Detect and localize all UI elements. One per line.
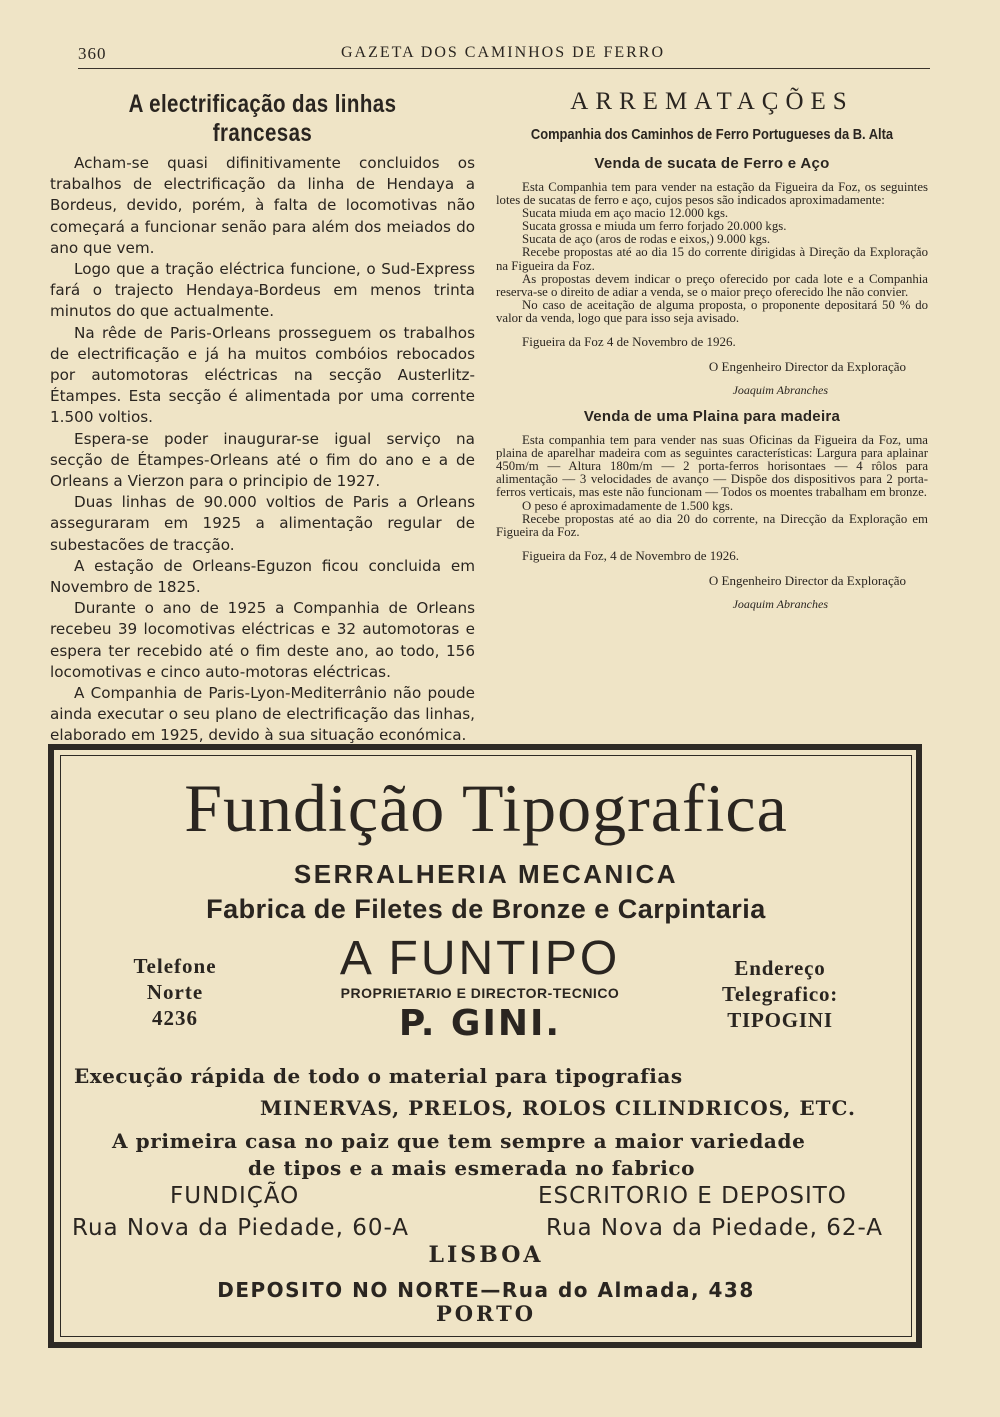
advert-north-depot: DEPOSITO NO NORTE—Rua do Almada, 438 bbox=[217, 1278, 755, 1302]
advert-claim-1: A primeira casa no paiz que tem sempre a maior variedade bbox=[112, 1129, 806, 1153]
notice-title: Venda de sucata de Ferro e Aço bbox=[594, 155, 830, 172]
article-paragraph: Logo que a tração eléctrica funcione, o Sud-Express fará o trajecto Hendaya-Bordeus em menos trinta minutos do que actualmente. bbox=[50, 260, 475, 321]
advert-fabrica: Fabrica de Filetes de Bronze e Carpintaria bbox=[206, 894, 766, 924]
advert-north-city: PORTO bbox=[435, 1301, 537, 1326]
advert-city: LISBOA bbox=[428, 1242, 544, 1268]
journal-title: GAZETA DOS CAMINHOS DE FERRO bbox=[340, 44, 666, 61]
notice-date: Figueira da Foz, 4 de Novembro de 1926. bbox=[522, 547, 739, 563]
notice-signature: Joaquim Abranches bbox=[732, 596, 828, 611]
article-title: A electrificação das linhas francesas bbox=[128, 90, 397, 147]
advert-title: Fundição Tipografica bbox=[184, 770, 788, 846]
notice-paragraph: Recebe propostas até ao dia 20 do corrente, na Direcção da Exploração em Figueira da Foz. bbox=[496, 511, 928, 539]
telegraph-address: TIPOGINI bbox=[727, 1008, 833, 1032]
phone-number: 4236 bbox=[152, 1006, 198, 1030]
lot-item: Sucata de aço (aros de rodas e eixos,) 9.000 kgs. bbox=[522, 232, 771, 247]
notice-paragraph: O peso é aproximadamente de 1.500 kgs. bbox=[522, 498, 734, 513]
advert-execution: Execução rápida de todo o material para tipografias bbox=[74, 1064, 683, 1088]
advert-claim-2: de tipos e a mais esmerada no fabrico bbox=[248, 1156, 696, 1180]
phone-area: Norte bbox=[146, 980, 204, 1004]
advert-telephone bbox=[110, 953, 240, 1031]
advert-serralheria: SERRALHERIA MECANICA bbox=[293, 859, 679, 889]
header-rule bbox=[78, 68, 930, 69]
notice-role: O Engenheiro Director da Exploração bbox=[708, 572, 906, 588]
page-header bbox=[78, 44, 928, 68]
notice-paragraph: Esta companhia tem para vender nas suas Oficinas da Figueira da Foz, uma plaina de aparelhar madeira com as seguintes características: Largura para aplainar 450m/m — Altura 180m/m — 2 porta-ferros horisontaes — 4 rôlos para alimentação — 3 velocidades de avanço — Dispõe dos dispositivos para 2 porta-ferros verticais, mas este não funcionam — Todos os moentes trabalham em bronze. bbox=[496, 433, 928, 500]
lot-item: Sucata miuda em aço macio 12.000 kgs. bbox=[522, 206, 729, 221]
advert-foundry-address: Rua Nova da Piedade, 60-A bbox=[72, 1215, 409, 1241]
notice-paragraph: As propostas devem indicar o preço oferecido por cada lote e a Companhia reserva-se o direito de adiar a venda, se o maior preço oferecido lhe não convier. bbox=[496, 271, 928, 299]
notice-paragraph: No caso de aceitação de alguma proposta, o proponente depositará 50 % do valor da venda, logo que para isso seja avisado. bbox=[496, 297, 928, 325]
advert-foundry: FUNDIÇÃO bbox=[170, 1183, 300, 1209]
article-paragraph: Na rêde de Paris-Orleans prosseguem os trabalhos de electrificação e já ha muitos combóios rebocados por automotoras eléctricas na secção Austerlitz-Étampes. Esta secção é alimentada por uma corrente 1.500 voltios. bbox=[50, 323, 475, 427]
article-paragraph: Acham-se quasi difinitivamente concluidos os trabalhos de electrificação da linha de Hendaya a Bordeus, devido, porém, à falta de locomotivas não começará a funcionar senão para além dos meiados do ano que vem. bbox=[50, 154, 475, 257]
telegraph-label: Endereço bbox=[734, 956, 826, 980]
article-paragraph: Espera-se poder inaugurar-se igual serviço na secção de Étampes-Orleans até o fim do ano e a de Orleans a Vierzon para o principio de 1927. bbox=[50, 429, 475, 491]
article-paragraph: A estação de Orleans-Eguzon ficou concluida em Novembro de 1825. bbox=[50, 556, 475, 597]
advert-brand: A FUNTIPO bbox=[339, 932, 621, 985]
notice-paragraph: Esta Companhia tem para vender na estação da Figueira da Foz, os seguintes lotes de sucatas de ferro e aço, cujos pesos são indicados aproximadamente: bbox=[496, 180, 928, 208]
advert-products: MINERVAS, PRELOS, ROLOS CILINDRICOS, ETC. bbox=[260, 1096, 856, 1120]
advert-owner-role: PROPRIETARIO E DIRECTOR-TECNICO bbox=[340, 985, 620, 1001]
notice-role: O Engenheiro Director da Exploração bbox=[708, 359, 906, 375]
advert-owner: P. GINI. bbox=[398, 1003, 562, 1044]
notice-paragraph: Recebe propostas até ao dia 15 do corrente dirigidas à Direção da Exploração na Figueira da Foz. bbox=[496, 245, 928, 273]
advertisement bbox=[60, 755, 912, 1337]
article-column bbox=[50, 90, 475, 747]
advert-office-address: Rua Nova da Piedade, 62-A bbox=[546, 1215, 883, 1241]
article-paragraph: Durante o ano de 1925 a Companhia de Orleans recebeu 39 locomotivas eléctricas e 32 automotoras e espera ter recebido até o fim deste ano, ao todo, 156 locomotivas e cinco auto-motoras eléctricas. bbox=[50, 599, 475, 681]
lot-item: Sucata grossa e miuda um ferro forjado 20.000 kgs. bbox=[522, 219, 787, 234]
section-heading: ARREMATAÇÕES bbox=[570, 88, 854, 115]
notice-title: Venda de uma Plaina para madeira bbox=[583, 408, 841, 426]
page-number: 360 bbox=[78, 44, 107, 63]
notice-signature: Joaquim Abranches bbox=[732, 383, 828, 398]
advert-office: ESCRITORIO E DEPOSITO bbox=[538, 1183, 847, 1209]
notice-date: Figueira da Foz 4 de Novembro de 1926. bbox=[522, 334, 736, 350]
advert-telegraph bbox=[680, 955, 880, 1033]
article-paragraph: A Companhia de Paris-Lyon-Mediterrânio não poude ainda executar o seu plano de electrificação das linhas, elaborado em 1925, devido à sua situação económica. bbox=[50, 684, 475, 745]
company-name: Companhia dos Caminhos de Ferro Portugueses da B. Alta bbox=[530, 126, 894, 143]
telegraph-label-2: Telegrafico: bbox=[721, 982, 839, 1006]
phone-label: Telefone bbox=[133, 954, 217, 978]
arrematacoes-column bbox=[496, 88, 928, 622]
article-paragraph: Duas linhas de 90.000 voltios de Paris a Orleans asseguraram em 1925 a alimentação regular de subestacões de tracção. bbox=[50, 493, 475, 554]
